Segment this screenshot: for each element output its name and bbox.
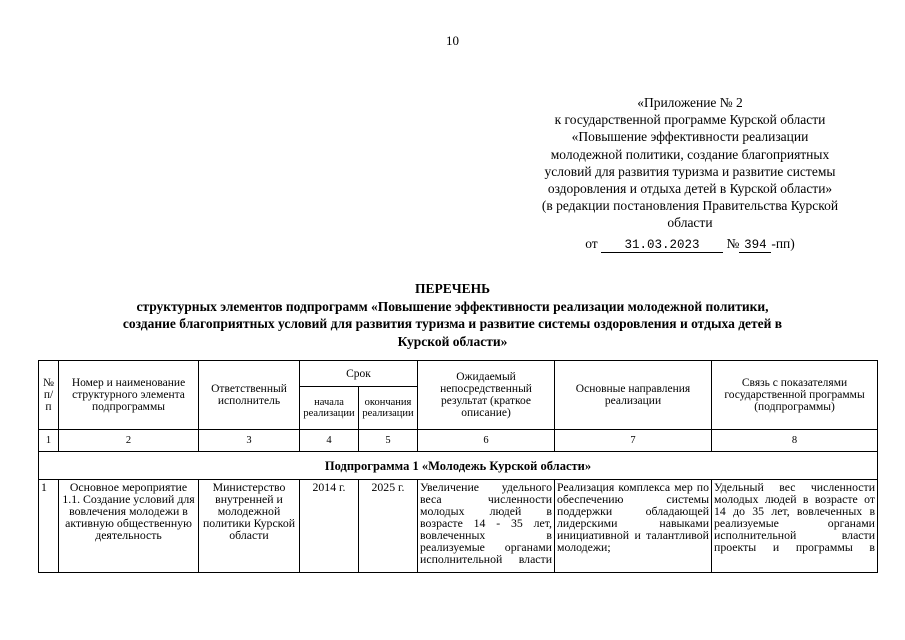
appendix-line: области — [667, 215, 713, 231]
header-start: начала реализации — [300, 387, 359, 430]
header-name: Номер и наименование структурного элемента подпрограммы — [59, 361, 199, 430]
column-number: 4 — [300, 430, 359, 452]
header-term: Срок — [300, 361, 418, 387]
header-link: Связь с показателями государственной программы (подпрограммы) — [712, 361, 878, 430]
title-line: Курской области» — [397, 333, 508, 349]
table-row — [39, 480, 878, 573]
date-prefix: от — [585, 235, 598, 251]
cell-executor: Министерство внутренней и молодежной политики Курской области — [199, 480, 300, 573]
column-number: 3 — [199, 430, 300, 452]
column-number: 8 — [712, 430, 878, 452]
table-header-row — [39, 361, 878, 387]
appendix-line: оздоровления и отдыха детей в Курской области» — [547, 181, 833, 197]
column-number: 5 — [359, 430, 418, 452]
column-numbers-row — [39, 430, 878, 452]
cell-directions: Реализация комплекса мер по обеспечению системы поддержки обладающей лидерскими навыками инициативной и талантливой молодежи; — [555, 480, 712, 573]
appendix-line: условий для развития туризма и развитие системы — [544, 163, 836, 179]
cell-name: Основное мероприятие 1.1. Создание условий для вовлечения молодежи в активную общественную деятельность — [59, 480, 199, 573]
title-line: создание благоприятных условий для развития туризма и развитие системы оздоровления и отдыха детей в — [122, 316, 783, 331]
column-number: 2 — [59, 430, 199, 452]
resolution-date: 31.03.2023 — [601, 238, 723, 253]
header-executor: Ответственный исполнитель — [199, 361, 300, 430]
structural-elements-table — [38, 360, 878, 573]
column-number: 7 — [555, 430, 712, 452]
header-result: Ожидаемый непосредственный результат (краткое описание) — [418, 361, 555, 430]
appendix-line: «Приложение № 2 — [637, 95, 743, 110]
title-heading: ПЕРЕЧЕНЬ — [414, 281, 491, 296]
cell-num: 1 — [39, 480, 59, 573]
appendix-line: «Повышение эффективности реализации — [571, 129, 809, 145]
header-end: окончания реализации — [359, 387, 418, 430]
resolution-number: 394 — [739, 238, 771, 253]
appendix-date-line — [500, 235, 880, 253]
number-suffix: -пп) — [771, 235, 795, 251]
header-num: № п/п — [39, 361, 59, 430]
appendix-line: молодежной политики, создание благоприятных — [550, 146, 830, 162]
subprogram-row — [39, 452, 878, 480]
cell-end: 2025 г. — [359, 480, 418, 573]
document-title — [40, 280, 865, 350]
appendix-line: к государственной программе Курской области — [554, 112, 826, 128]
column-number: 6 — [418, 430, 555, 452]
title-line: структурных элементов подпрограмм «Повышение эффективности реализации молодежной политики, — [136, 298, 769, 314]
appendix-line: (в редакции постановления Правительства Курской — [541, 198, 839, 214]
cell-link: Удельный вес численности молодых людей в возрасте от 14 до 35 лет, вовлеченных в реализуемые органами исполнительной власти проекты и программы в — [712, 480, 878, 573]
column-number: 1 — [39, 430, 59, 452]
appendix-block — [500, 94, 880, 253]
page-number: 10 — [446, 33, 459, 48]
subprogram-title: Подпрограмма 1 «Молодежь Курской области» — [39, 452, 878, 480]
header-directions: Основные направления реализации — [555, 361, 712, 430]
cell-start: 2014 г. — [300, 480, 359, 573]
cell-result: Увеличение удельного веса численности молодых людей в возрасте 14 - 35 лет, вовлеченных в реализуемые органами исполнительной власти — [418, 480, 555, 573]
number-prefix: № — [726, 235, 740, 251]
